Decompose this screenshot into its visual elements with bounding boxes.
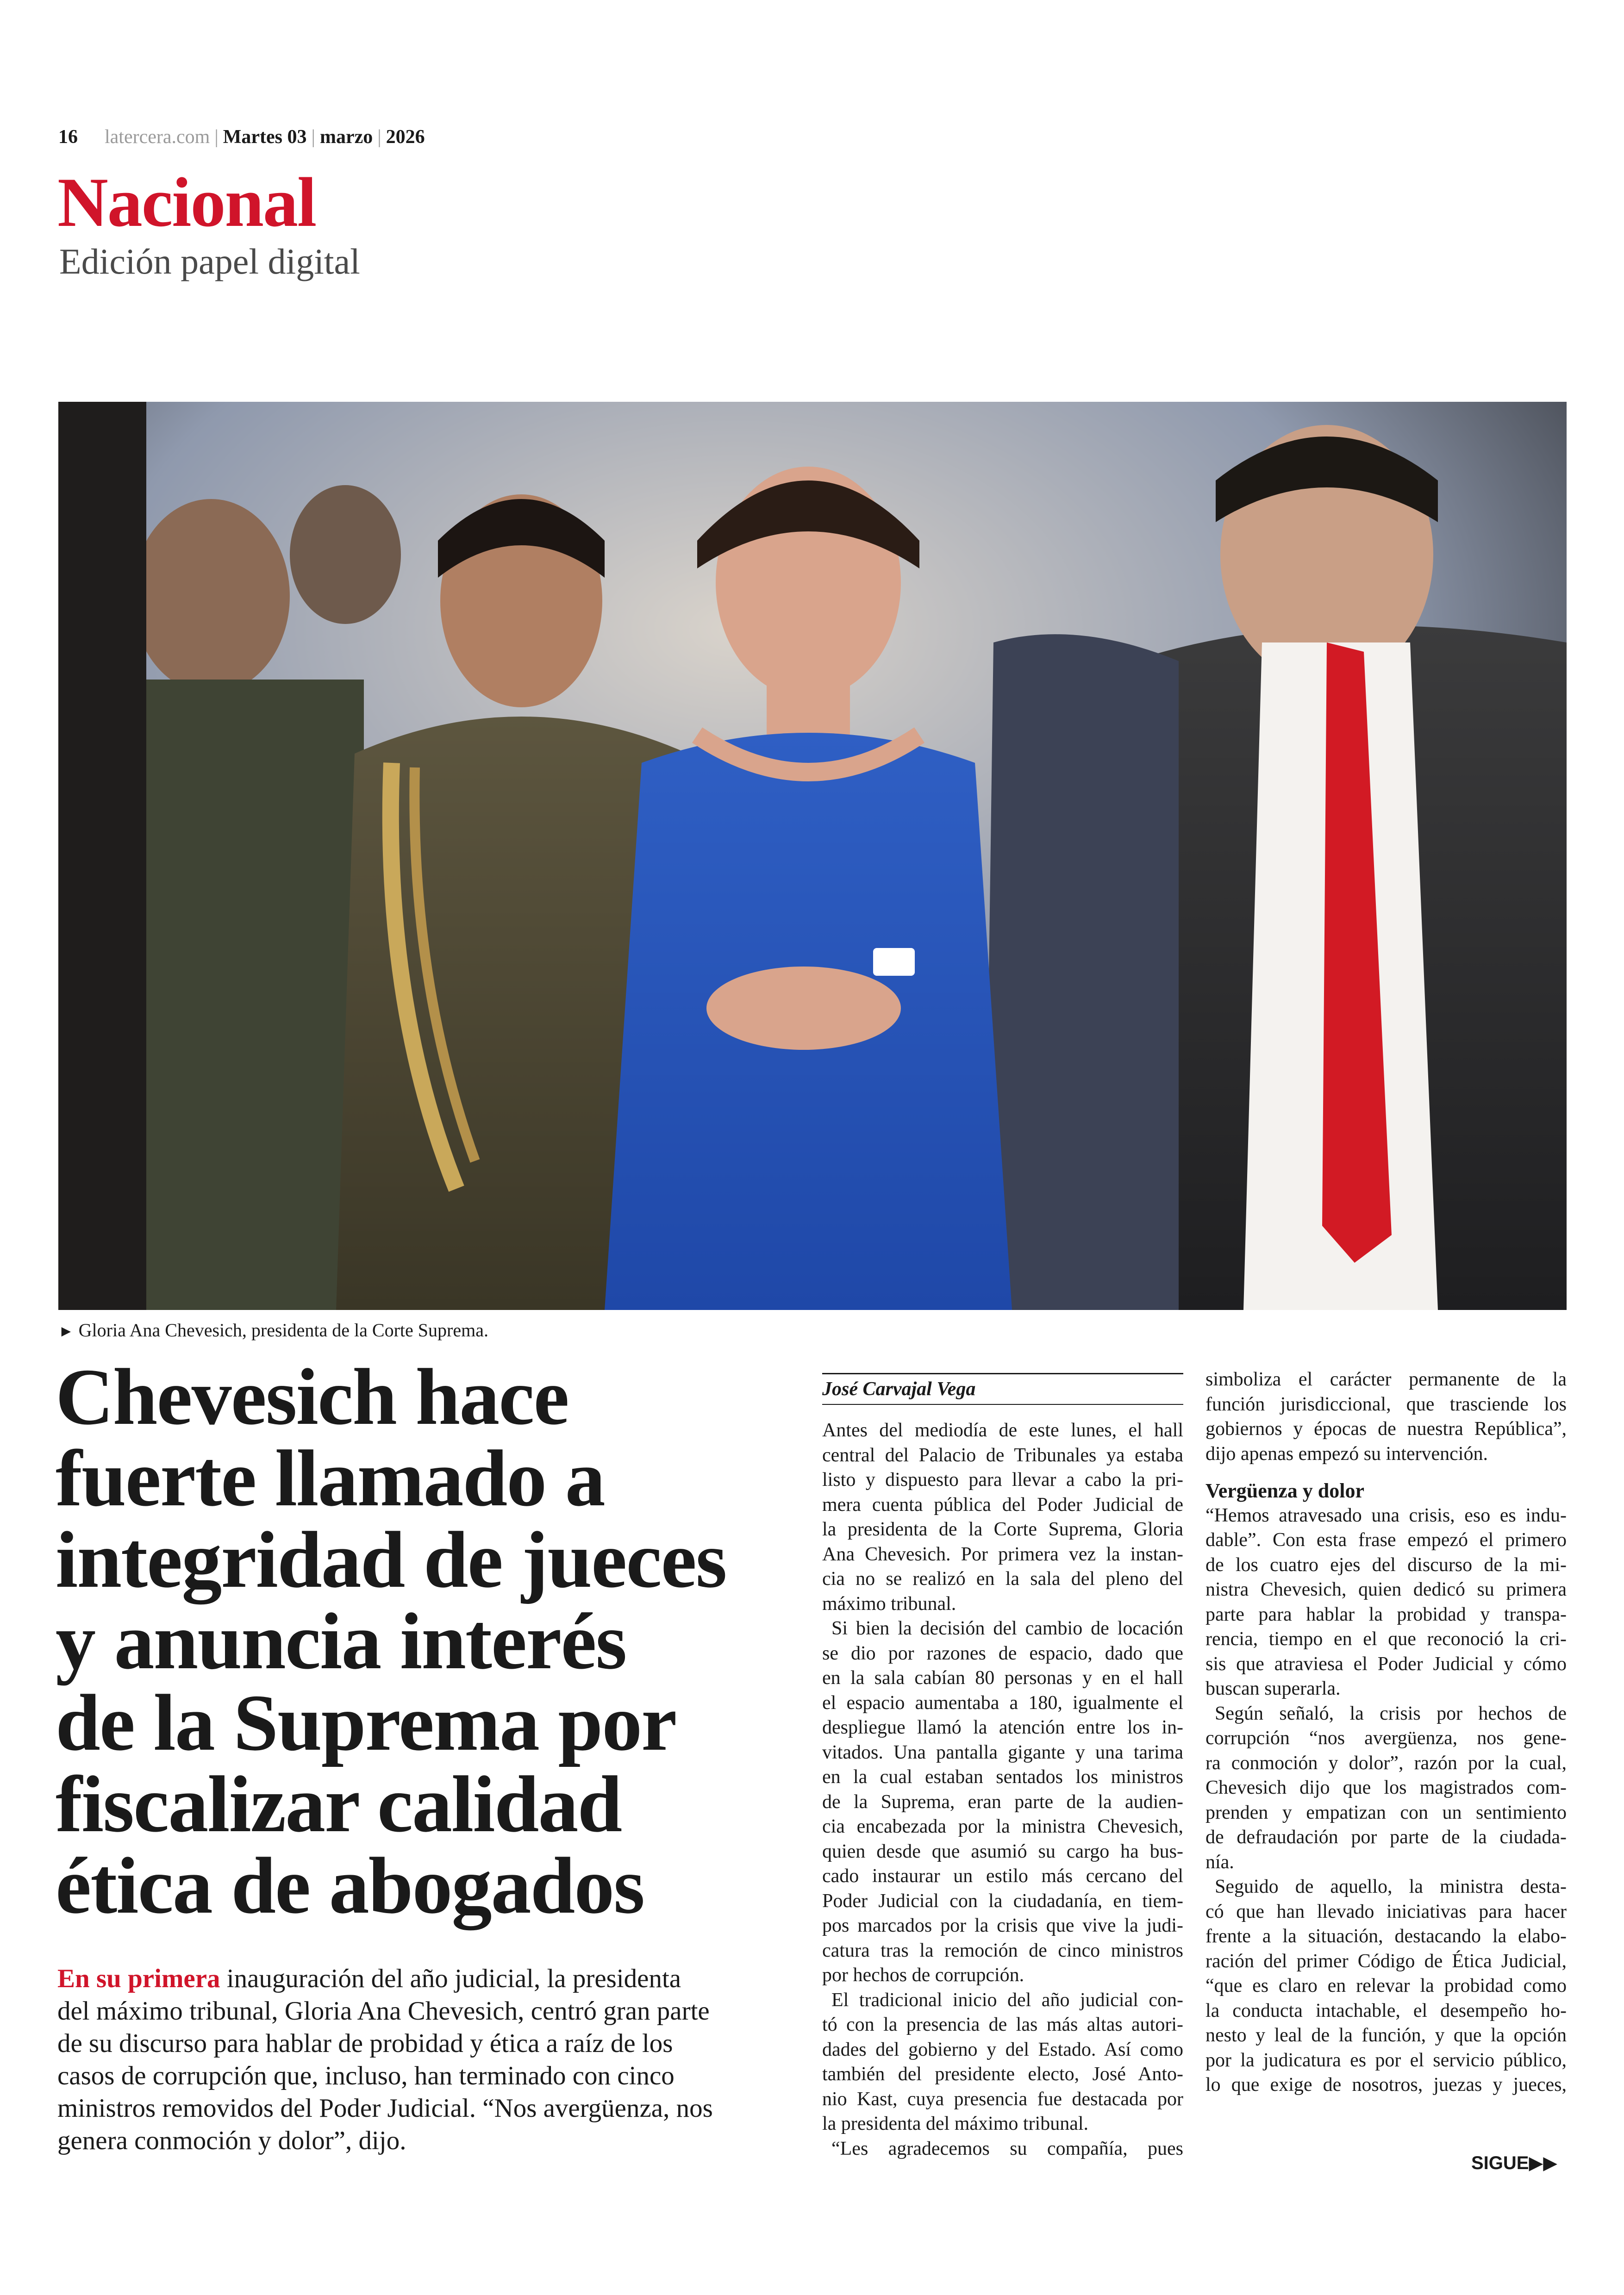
- body-line: también del presidente electo, José Anto-: [822, 2064, 1183, 2085]
- lead-kicker: En su primera: [57, 1964, 220, 1993]
- body-line: dijo apenas empezó su intervención.: [1206, 1443, 1488, 1465]
- body-line: la conducta intachable, el desempeño ho-: [1206, 2000, 1567, 2021]
- body-line: central del Palacio de Tribunales ya estaba: [822, 1444, 1183, 1466]
- folio-separator: |: [311, 126, 315, 148]
- body-line: prenden y empatizan con un sentimiento: [1206, 1802, 1567, 1823]
- photo-caption-text: Gloria Ana Chevesich, presidenta de la Corte Suprema.: [78, 1320, 488, 1341]
- article-headline: [56, 1352, 815, 1930]
- body-line: cia no se realizó en la sala del pleno del: [822, 1568, 1183, 1590]
- body-line: mera cuenta pública del Poder Judicial de: [822, 1494, 1183, 1515]
- continue-label[interactable]: [1471, 2152, 1557, 2175]
- body-line: nistra Chevesich, quien dedicó su primera: [1206, 1579, 1567, 1600]
- body-line: ración del primer Código de Ética Judicial,: [1206, 1950, 1567, 1972]
- body-line: se dio por razones de espacio, dado que: [822, 1642, 1183, 1664]
- lead-line-text: inauguración del año judicial, la presidenta: [220, 1964, 681, 1993]
- fast-forward-icon: ▶▶: [1529, 2153, 1558, 2173]
- lead-line: genera conmoción y dolor”, dijo.: [57, 2126, 406, 2155]
- body-line: dades del gobierno y del Estado. Así como: [822, 2039, 1183, 2060]
- headline-line: Chevesich hace: [56, 1352, 568, 1441]
- body-line: rencia, tiempo en el que reconoció la cri-: [1206, 1628, 1567, 1650]
- body-line: “Les agradecemos su compañía, pues: [831, 2138, 1183, 2159]
- body-line: despliegue llamó la atención entre los in-: [822, 1717, 1183, 1738]
- body-line: Antes del mediodía de este lunes, el hall: [822, 1420, 1183, 1441]
- body-line: nía.: [1206, 1851, 1234, 1873]
- page-number: 16: [58, 126, 78, 148]
- body-line: lo que exige de nosotros, juezas y jueces,: [1206, 2074, 1567, 2095]
- body-line: el espacio aumentaba a 180, igualmente el: [822, 1692, 1183, 1714]
- section-title: Nacional: [57, 163, 316, 241]
- body-line: nio Kast, cuya presencia fue destacada por: [822, 2088, 1183, 2110]
- body-line: de los cuatro ejes del discurso de la mi-: [1206, 1554, 1567, 1576]
- issue-day: Martes 03: [223, 126, 307, 148]
- photo-caption: [58, 1318, 488, 1344]
- body-line: parte para hablar la probidad y transpa-: [1206, 1603, 1567, 1625]
- body-line: la presidenta del máximo tribunal.: [822, 2113, 1088, 2134]
- body-line: Según señaló, la crisis por hechos de: [1215, 1703, 1567, 1724]
- body-line: de la Suprema, eran parte de la audien-: [822, 1791, 1183, 1813]
- body-line: por la judicatura es por el servicio público,: [1206, 2049, 1567, 2071]
- lead-line: casos de corrupción que, incluso, han terminado con cinco: [57, 2061, 675, 2090]
- lead-line: [57, 1963, 807, 1995]
- body-line: Seguido de aquello, la ministra desta-: [1215, 1876, 1567, 1897]
- article-lead: [57, 1963, 807, 2157]
- body-line: de defraudación por parte de la ciudada-: [1206, 1827, 1567, 1848]
- body-line: “que es claro en relevar la probidad como: [1206, 1975, 1567, 1996]
- body-line: corrupción “nos avergüenza, nos gene-: [1206, 1727, 1567, 1749]
- folio-separator: |: [214, 126, 219, 148]
- lead-photo-illustration: [58, 402, 1567, 1310]
- issue-month: marzo: [319, 126, 373, 148]
- body-line: en la cual estaban sentados los ministros: [822, 1766, 1183, 1788]
- edition-label: Edición papel digital: [59, 241, 360, 281]
- body-line: listo y dispuesto para llevar a cabo la pri-: [822, 1469, 1183, 1491]
- headline-line: ética de abogados: [56, 1841, 644, 1930]
- body-line: tó con la presencia de las más altas autori-: [822, 2014, 1183, 2035]
- lead-line: del máximo tribunal, Gloria Ana Chevesich, centró gran parte: [57, 1996, 710, 2026]
- body-line: ra conmoción y dolor”, razón por la cual,: [1206, 1752, 1567, 1774]
- body-line: cia encabezada por la ministra Chevesich,: [822, 1816, 1183, 1837]
- body-line: cado instaurar un estilo más cercano del: [822, 1865, 1183, 1887]
- body-line: función jurisdiccional, que trasciende los: [1206, 1393, 1567, 1415]
- headline-line: de la Suprema por: [56, 1678, 676, 1767]
- headline-line: fuerte llamado a: [56, 1434, 605, 1523]
- lead-line: ministros removidos del Poder Judicial. “Nos avergüenza, nos: [57, 2094, 713, 2123]
- body-line: pos marcados por la crisis que vive la judi-: [822, 1915, 1183, 1936]
- body-line: Poder Judicial con la ciudadanía, en tiem-: [822, 1890, 1183, 1912]
- body-line: Ana Chevesich. Por primera vez la instan-: [822, 1543, 1183, 1565]
- headline-line: y anuncia interés: [56, 1597, 626, 1686]
- folio-separator: |: [377, 126, 381, 148]
- body-line: por hechos de corrupción.: [822, 1964, 1024, 1986]
- body-line: la presidenta de la Corte Suprema, Gloria: [822, 1519, 1183, 1540]
- lead-photo: [58, 402, 1567, 1310]
- body-line: máximo tribunal.: [822, 1593, 956, 1615]
- body-line: simboliza el carácter permanente de la: [1206, 1369, 1567, 1390]
- body-line: Si bien la decisión del cambio de locación: [831, 1618, 1183, 1639]
- body-line: “Hemos atravesado una crisis, eso es indu-: [1206, 1504, 1567, 1526]
- body-line: sis que atraviesa el Poder Judicial y cómo: [1206, 1653, 1567, 1675]
- body-column-1: [822, 1418, 1183, 2161]
- body-line: dable”. Con esta frase empezó el primero: [1206, 1529, 1567, 1551]
- article-byline: José Carvajal Vega: [822, 1373, 1183, 1405]
- body-line: quien desde que asumió su cargo ha bus-: [822, 1840, 1183, 1862]
- body-line: có que han llevado iniciativas para hacer: [1206, 1901, 1567, 1922]
- body-line: El tradicional inicio del año judicial con-: [831, 1989, 1183, 2011]
- headline-line: integridad de jueces: [56, 1515, 726, 1604]
- site-name[interactable]: latercera.com: [105, 126, 210, 148]
- page-folio: [58, 124, 425, 150]
- body-column-2: [1206, 1367, 1567, 2098]
- body-line: gobiernos y épocas de nuestra República”,: [1206, 1418, 1567, 1440]
- subheading: Vergüenza y dolor: [1206, 1479, 1365, 1502]
- body-line: vitados. Una pantalla gigante y una tarima: [822, 1741, 1183, 1763]
- body-line: nesto y leal de la función, y que la opción: [1206, 2025, 1567, 2046]
- body-line: Chevesich dijo que los magistrados com-: [1206, 1777, 1567, 1798]
- body-line: en la sala cabían 80 personas y en el hall: [822, 1667, 1183, 1689]
- lead-line: de su discurso para hablar de probidad y ética a raíz de los: [57, 2029, 673, 2058]
- caption-arrow-icon: ►: [58, 1323, 74, 1340]
- issue-year: 2026: [386, 126, 425, 148]
- headline-line: fiscalizar calidad: [56, 1759, 622, 1849]
- continue-label-text: SIGUE: [1471, 2153, 1529, 2173]
- body-line: buscan superarla.: [1206, 1678, 1341, 1699]
- body-line: catura tras la remoción de cinco ministros: [822, 1940, 1183, 1961]
- body-line: frente a la situación, destacando la elabo-: [1206, 1926, 1567, 1947]
